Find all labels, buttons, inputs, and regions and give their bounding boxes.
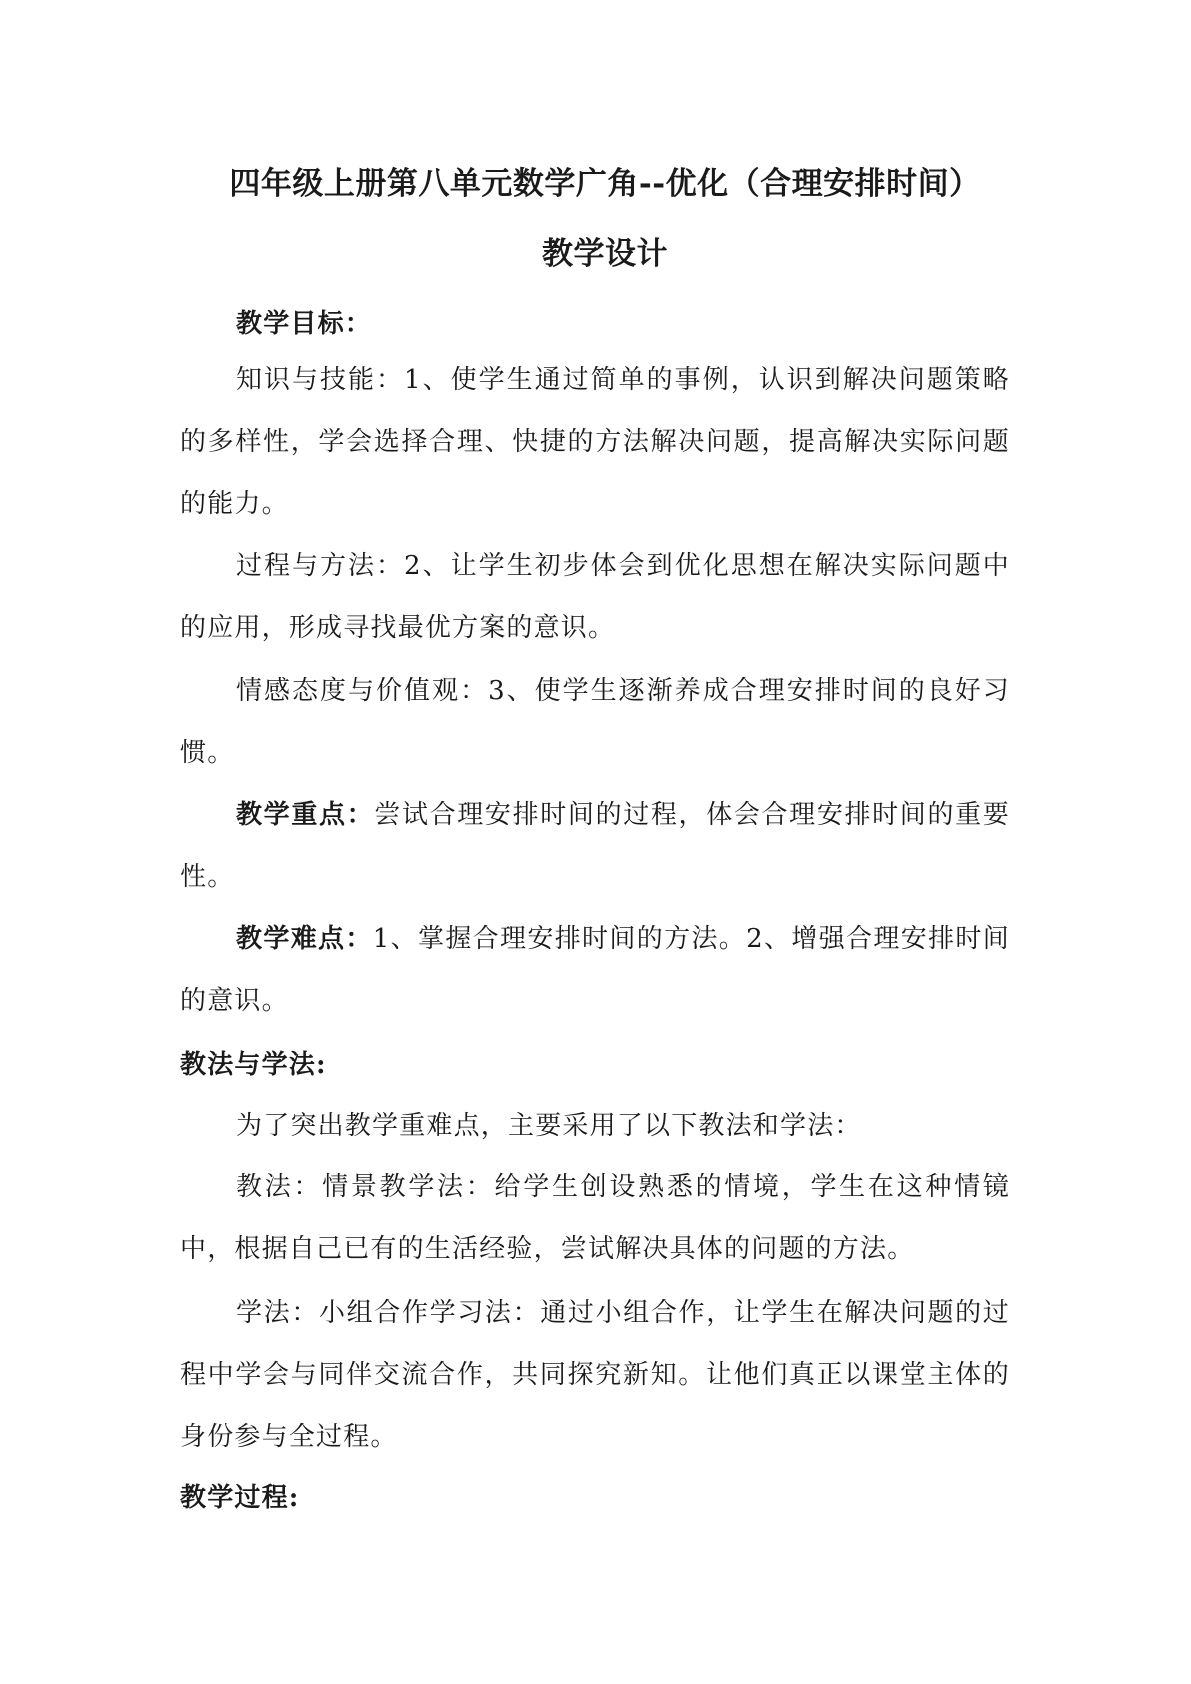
paragraph-methods-intro: 为了突出教学重难点，主要采用了以下教法和学法： — [236, 1111, 862, 1141]
paragraph-difficulty — [180, 908, 1010, 1032]
paragraph-process-methods: 过程与方法：2、让学生初步体会到优化思想在解决实际问题中的应用，形成寻找最优方案的意识。 — [180, 551, 1010, 643]
key-point-text: 尝试合理安排时间的过程，体会合理安排时间的重要性。 — [180, 800, 1010, 892]
paragraph-key-point — [180, 784, 1010, 908]
key-point-label: 教学重点： — [236, 800, 375, 830]
difficulty-text: 1、掌握合理安排时间的方法。2、增强合理安排时间的意识。 — [180, 924, 1010, 1016]
section-heading-process: 教学过程: — [180, 1483, 300, 1513]
document-title: 四年级上册第八单元数学广角--优化（合理安排时间） — [229, 166, 981, 202]
section-heading-objectives: 教学目标： — [236, 309, 373, 339]
paragraph-knowledge-skills: 知识与技能：1、使学生通过简单的事例，认识到解决问题策略的多样性，学会选择合理、快捷的方法解决问题，提高解决实际问题的能力。 — [180, 365, 1010, 519]
paragraph-learning-method: 学法：小组合作学习法：通过小组合作，让学生在解决问题的过程中学会与同伴交流合作，共同探究新知。让他们真正以课堂主体的身份参与全过程。 — [180, 1298, 1010, 1452]
section-heading-methods: 教法与学法: — [180, 1050, 327, 1080]
difficulty-label: 教学难点： — [236, 924, 373, 954]
paragraph-teaching-method: 教法：情景教学法：给学生创设熟悉的情境，学生在这种情镜中，根据自己已有的生活经验，尝试解决具体的问题的方法。 — [180, 1172, 1010, 1264]
document-subtitle: 教学设计 — [542, 236, 668, 272]
paragraph-emotion-values: 情感态度与价值观：3、使学生逐渐养成合理安排时间的良好习惯。 — [180, 676, 1010, 768]
